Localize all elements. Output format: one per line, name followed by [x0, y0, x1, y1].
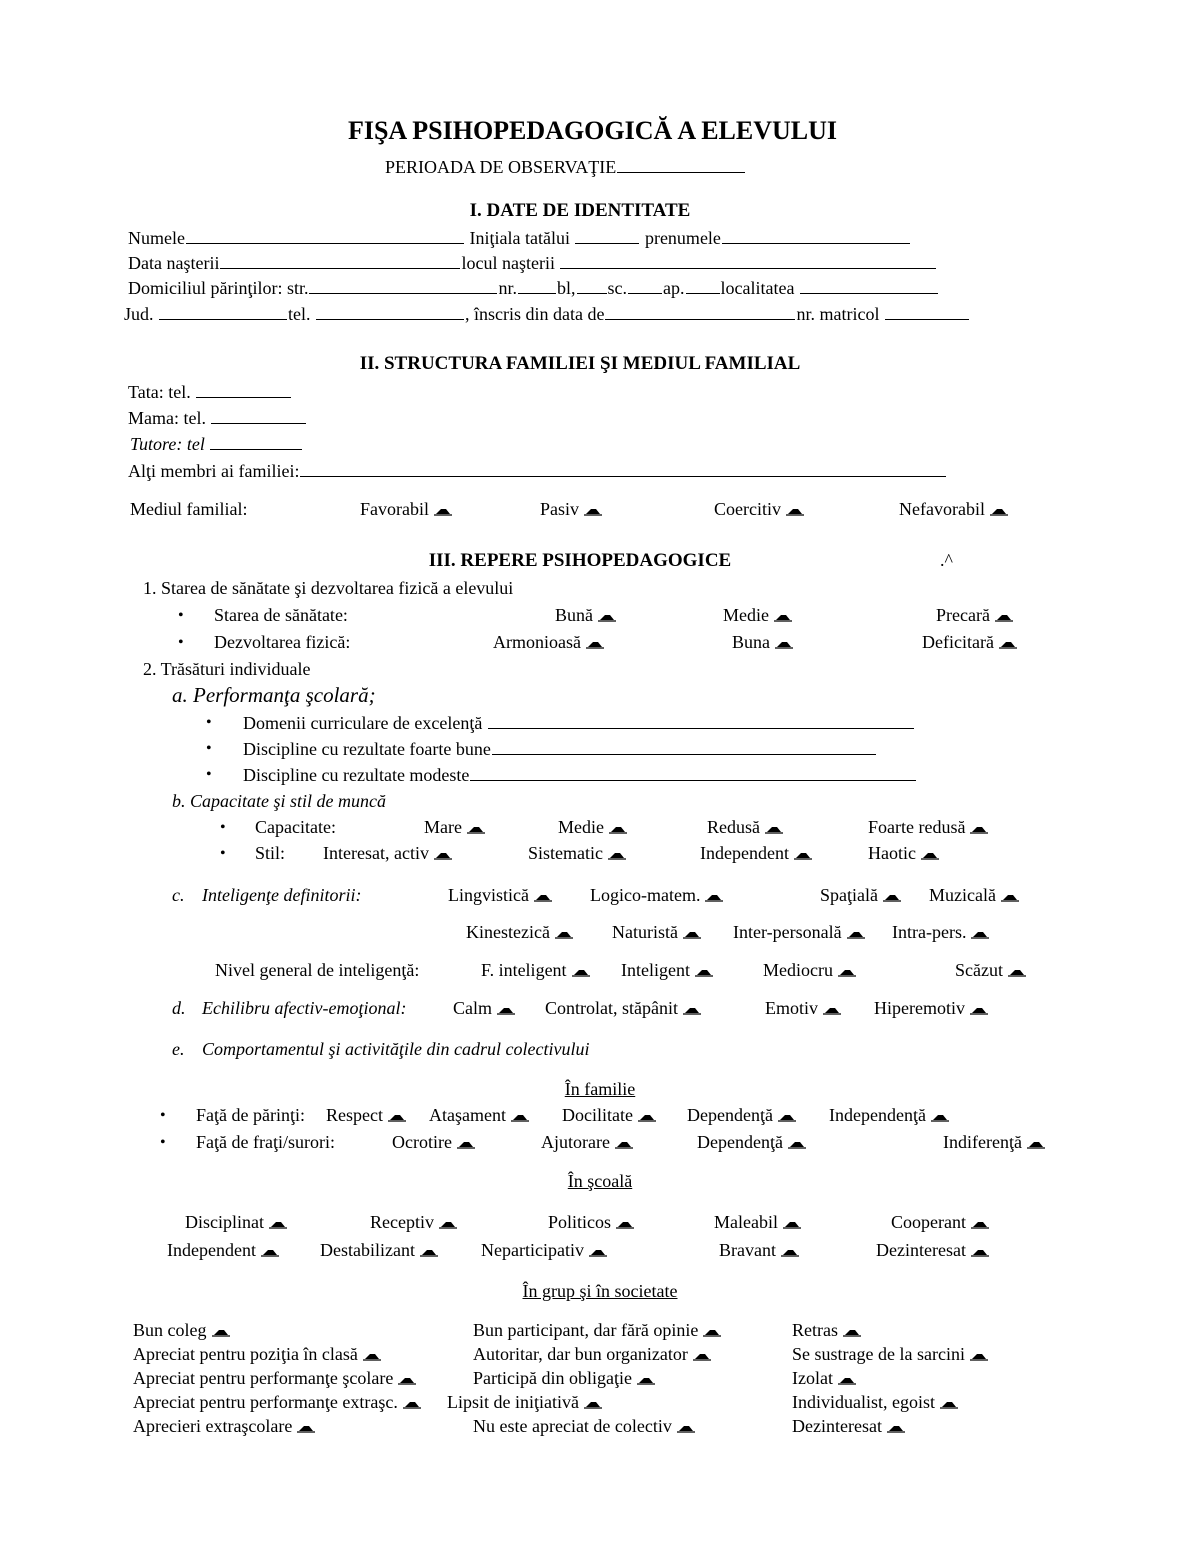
checkbox-icon[interactable]	[597, 612, 617, 622]
parents-respect-option[interactable]: Respect	[326, 1106, 407, 1124]
style-sistematic-option[interactable]: Sistematic	[528, 844, 627, 862]
section-repere-heading: III. REPERE PSIHOPEDAGOGICE	[428, 550, 732, 571]
school-dezinteresat-option[interactable]: Dezinteresat	[876, 1241, 990, 1259]
checkbox-icon[interactable]	[583, 506, 603, 516]
siblings-dependenta-option[interactable]: Dependenţă	[697, 1133, 807, 1151]
parents-label: Faţă de părinţi:	[196, 1105, 305, 1125]
capacity-label: Capacitate:	[255, 817, 336, 837]
checkbox-icon[interactable]	[607, 850, 627, 860]
observation-period-row	[385, 157, 746, 176]
bl-field[interactable]	[577, 278, 607, 294]
group-neapreciat-option[interactable]: Nu este apreciat de colectiv	[473, 1417, 696, 1435]
bullet: •	[220, 845, 226, 862]
checkbox-icon[interactable]	[970, 1247, 990, 1257]
behavior-letter: e.	[172, 1039, 185, 1059]
checkbox-icon[interactable]	[692, 1351, 712, 1361]
checkbox-icon[interactable]	[533, 892, 553, 902]
checkbox-icon[interactable]	[793, 850, 813, 860]
physical-armonioasa-option[interactable]: Armonioasă	[493, 633, 605, 651]
mother-tel-field[interactable]	[211, 408, 306, 424]
emo-emotiv-option[interactable]: Emotiv	[765, 999, 842, 1017]
general-scazut-option[interactable]: Scăzut	[955, 961, 1027, 979]
capacity-mare-option[interactable]: Mare	[424, 818, 486, 836]
checkbox-icon[interactable]	[637, 1112, 657, 1122]
checkbox-icon[interactable]	[994, 612, 1014, 622]
very-good-row	[243, 739, 877, 758]
name-label: Numele	[128, 228, 185, 248]
traits-section-title: 2. Trăsături individuale	[143, 659, 311, 679]
behavior-heading: Comportamentul şi activităţile din cadrul colectivului	[202, 1039, 590, 1059]
guardian-row	[130, 434, 303, 453]
stray-mark: .^	[940, 550, 953, 570]
checkbox-icon[interactable]	[702, 1327, 722, 1337]
checkbox-icon[interactable]	[764, 824, 784, 834]
checkbox-icon[interactable]	[939, 1399, 959, 1409]
bullet: •	[206, 740, 212, 757]
env-nefavorabil-option[interactable]: Nefavorabil	[899, 500, 1009, 518]
physical-label: Dezvoltarea fizică:	[214, 632, 351, 652]
section-family-heading: II. STRUCTURA FAMILIEI ŞI MEDIUL FAMILIAL	[359, 353, 801, 374]
performance-heading: a. Performanţa şcolară;	[172, 683, 376, 707]
checkbox-icon[interactable]	[969, 1351, 989, 1361]
sc-field[interactable]	[628, 278, 662, 294]
general-intelligence-label: Nivel general de inteligenţă:	[215, 960, 420, 980]
school-maleabil-option[interactable]: Maleabil	[714, 1213, 802, 1231]
very-good-label: Discipline cu rezultate foarte bune	[243, 739, 491, 759]
intelligence-letter: c.	[172, 885, 185, 905]
checkbox-icon[interactable]	[585, 639, 605, 649]
school-politicos-option[interactable]: Politicos	[548, 1213, 635, 1231]
checkbox-icon[interactable]	[682, 929, 702, 939]
bullet: •	[160, 1134, 166, 1151]
father-label: Tata: tel.	[128, 382, 191, 402]
checkbox-icon[interactable]	[438, 1219, 458, 1229]
checkbox-icon[interactable]	[989, 506, 1009, 516]
checkbox-icon[interactable]	[615, 1219, 635, 1229]
emotional-heading: Echilibru afectiv-emoţional:	[202, 998, 407, 1018]
emo-calm-option[interactable]: Calm	[453, 999, 516, 1017]
style-haotic-option[interactable]: Haotic	[868, 844, 940, 862]
group-dezinteresat-option[interactable]: Dezinteresat	[792, 1417, 906, 1435]
bullet: •	[206, 766, 212, 783]
checkbox-icon[interactable]	[433, 506, 453, 516]
checkbox-icon[interactable]	[510, 1112, 530, 1122]
parents-independenta-option[interactable]: Independenţă	[829, 1106, 950, 1124]
checkbox-icon[interactable]	[1000, 892, 1020, 902]
health-medie-option[interactable]: Medie	[723, 606, 793, 624]
bullet: •	[220, 819, 226, 836]
checkbox-icon[interactable]	[1026, 1139, 1046, 1149]
section-identity-heading: I. DATE DE IDENTITATE	[469, 200, 691, 221]
intel-spatiala-option[interactable]: Spaţială	[820, 886, 902, 904]
checkbox-icon[interactable]	[466, 824, 486, 834]
school-independent-option[interactable]: Independent	[167, 1241, 280, 1259]
intelligence-heading: Inteligenţe definitorii:	[202, 885, 362, 905]
excellence-field[interactable]	[488, 713, 914, 729]
identity-row-1	[128, 228, 911, 247]
identity-row-2	[128, 253, 937, 272]
health-buna-option[interactable]: Bună	[555, 606, 617, 624]
checkbox-icon[interactable]	[608, 824, 628, 834]
checkbox-icon[interactable]	[780, 1247, 800, 1257]
style-independent-option[interactable]: Independent	[700, 844, 813, 862]
checkbox-icon[interactable]	[846, 929, 866, 939]
locality-field[interactable]	[800, 278, 938, 294]
page-title: FIŞA PSIHOPEDAGOGICĂ A ELEVULUI	[347, 116, 838, 145]
checkbox-icon[interactable]	[822, 1005, 842, 1015]
checkbox-icon[interactable]	[614, 1139, 634, 1149]
checkbox-icon[interactable]	[397, 1375, 417, 1385]
street-label: Domiciliul părinţilor: str.	[128, 278, 309, 298]
other-members-field[interactable]	[300, 461, 946, 477]
checkbox-icon[interactable]	[930, 1112, 950, 1122]
health-precara-option[interactable]: Precară	[936, 606, 1014, 624]
intel-kinestezica-option[interactable]: Kinestezică	[466, 923, 574, 941]
checkbox-icon[interactable]	[774, 639, 794, 649]
tel-label: tel.	[288, 304, 311, 324]
other-members-row	[128, 461, 947, 480]
locality-label: localitatea	[720, 278, 795, 298]
checkbox-icon[interactable]	[842, 1327, 862, 1337]
checkbox-icon[interactable]	[496, 1005, 516, 1015]
birth-date-field[interactable]	[220, 253, 460, 269]
checkbox-icon[interactable]	[694, 967, 714, 977]
env-favorabil-option[interactable]: Favorabil	[360, 500, 453, 518]
group-aprecieri-extrascolare-option[interactable]: Aprecieri extraşcolare	[133, 1417, 316, 1435]
school-cooperant-option[interactable]: Cooperant	[891, 1213, 990, 1231]
group-apreciat-extrasc-option[interactable]: Apreciat pentru performanţe extraşc.	[133, 1393, 422, 1411]
capacity-foarte-redusa-option[interactable]: Foarte redusă	[868, 818, 989, 836]
environment-label: Mediul familial:	[130, 499, 248, 519]
street-field[interactable]	[309, 278, 497, 294]
group-lipsit-initiativa-option[interactable]: Lipsit de iniţiativă	[447, 1393, 603, 1411]
group-bun-participant-option[interactable]: Bun participant, dar fără opinie	[473, 1321, 722, 1339]
checkbox-icon[interactable]	[837, 1375, 857, 1385]
checkbox-icon[interactable]	[886, 1423, 906, 1433]
parents-docilitate-option[interactable]: Docilitate	[562, 1106, 657, 1124]
checkbox-icon[interactable]	[969, 824, 989, 834]
siblings-label: Faţă de fraţi/surori:	[196, 1132, 335, 1152]
matricol-field[interactable]	[885, 304, 969, 320]
county-field[interactable]	[159, 304, 287, 320]
general-mediocru-option[interactable]: Mediocru	[763, 961, 857, 979]
checkbox-icon[interactable]	[682, 1005, 702, 1015]
in-group-heading: În grup şi în societate	[522, 1281, 678, 1301]
checkbox-icon[interactable]	[777, 1112, 797, 1122]
father-initial-field[interactable]	[575, 228, 639, 244]
group-apreciat-scolar-option[interactable]: Apreciat pentru performanţe şcolare	[133, 1369, 417, 1387]
checkbox-icon[interactable]	[211, 1327, 231, 1337]
first-names-label: prenumele	[644, 228, 721, 248]
checkbox-icon[interactable]	[882, 892, 902, 902]
checkbox-icon[interactable]	[969, 1005, 989, 1015]
enrolled-date-field[interactable]	[605, 304, 795, 320]
checkbox-icon[interactable]	[583, 1399, 603, 1409]
group-apreciat-pozitie-option[interactable]: Apreciat pentru poziţia în clasă	[133, 1345, 382, 1363]
very-good-field[interactable]	[492, 739, 876, 755]
parents-dependenta-option[interactable]: Dependenţă	[687, 1106, 797, 1124]
group-retras-option[interactable]: Retras	[792, 1321, 862, 1339]
guardian-tel-field[interactable]	[210, 434, 302, 450]
bl-label: bl,	[557, 278, 576, 298]
bullet: •	[160, 1107, 166, 1124]
physical-deficitara-option[interactable]: Deficitară	[922, 633, 1018, 651]
checkbox-icon[interactable]	[1007, 967, 1027, 977]
school-bravant-option[interactable]: Bravant	[719, 1241, 800, 1259]
intel-muzicala-option[interactable]: Muzicală	[929, 886, 1020, 904]
modest-field[interactable]	[470, 765, 916, 781]
checkbox-icon[interactable]	[402, 1399, 422, 1409]
identity-row-4	[124, 304, 970, 323]
mother-row	[128, 408, 307, 427]
emo-controlat-option[interactable]: Controlat, stăpânit	[545, 999, 702, 1017]
checkbox-icon[interactable]	[785, 506, 805, 516]
checkbox-icon[interactable]	[970, 929, 990, 939]
group-izolat-option[interactable]: Izolat	[792, 1369, 857, 1387]
sc-label: sc.	[607, 278, 628, 298]
siblings-ocrotire-option[interactable]: Ocrotire	[392, 1133, 476, 1151]
excellence-row	[243, 713, 915, 732]
group-autoritar-option[interactable]: Autoritar, dar bun organizator	[473, 1345, 712, 1363]
checkbox-icon[interactable]	[704, 892, 724, 902]
father-initial-label: Iniţiala tatălui	[469, 228, 570, 248]
checkbox-icon[interactable]	[456, 1139, 476, 1149]
env-pasiv-option[interactable]: Pasiv	[540, 500, 603, 518]
parents-atasament-option[interactable]: Ataşament	[429, 1106, 530, 1124]
group-participa-obligatie-option[interactable]: Participă din obligaţie	[473, 1369, 656, 1387]
siblings-ajutorare-option[interactable]: Ajutorare	[541, 1133, 634, 1151]
father-row	[128, 382, 292, 401]
intel-interpersonala-option[interactable]: Inter-personală	[733, 923, 866, 941]
checkbox-icon[interactable]	[970, 1219, 990, 1229]
ap-label: ap.	[663, 278, 685, 298]
intel-logico-option[interactable]: Logico-matem.	[590, 886, 724, 904]
checkbox-icon[interactable]	[676, 1423, 696, 1433]
checkbox-icon[interactable]	[588, 1247, 608, 1257]
ap-field[interactable]	[686, 278, 720, 294]
checkbox-icon[interactable]	[260, 1247, 280, 1257]
env-coercitiv-option[interactable]: Coercitiv	[714, 500, 805, 518]
excellence-label: Domenii curriculare de excelenţă	[243, 713, 483, 733]
checkbox-icon[interactable]	[296, 1423, 316, 1433]
general-f-inteligent-option[interactable]: F. inteligent	[481, 961, 591, 979]
checkbox-icon[interactable]	[419, 1247, 439, 1257]
nr-field[interactable]	[518, 278, 556, 294]
intel-intrapers-option[interactable]: Intra-pers.	[892, 923, 990, 941]
capacity-medie-option[interactable]: Medie	[558, 818, 628, 836]
health-section-title: 1. Starea de sănătate şi dezvoltarea fizică a elevului	[143, 578, 514, 598]
checkbox-icon[interactable]	[433, 850, 453, 860]
emotional-letter: d.	[172, 998, 186, 1018]
nr-label: nr.	[498, 278, 517, 298]
physical-buna-option[interactable]: Buna	[732, 633, 794, 651]
in-family-heading: În familie	[564, 1079, 636, 1099]
general-inteligent-option[interactable]: Inteligent	[621, 961, 714, 979]
checkbox-icon[interactable]	[362, 1351, 382, 1361]
siblings-indiferenta-option[interactable]: Indiferenţă	[943, 1133, 1046, 1151]
group-bun-coleg-option[interactable]: Bun coleg	[133, 1321, 231, 1339]
school-receptiv-option[interactable]: Receptiv	[370, 1213, 458, 1231]
observation-period-label: PERIOADA DE OBSERVAŢIE	[385, 157, 617, 177]
style-interesat-option[interactable]: Interesat, activ	[323, 844, 453, 862]
school-destabilizant-option[interactable]: Destabilizant	[320, 1241, 439, 1259]
name-field[interactable]	[186, 228, 464, 244]
checkbox-icon[interactable]	[571, 967, 591, 977]
observation-period-field[interactable]	[617, 157, 745, 173]
checkbox-icon[interactable]	[998, 639, 1018, 649]
checkbox-icon[interactable]	[787, 1139, 807, 1149]
capacity-redusa-option[interactable]: Redusă	[707, 818, 784, 836]
bullet: •	[178, 634, 184, 651]
group-se-sustrage-option[interactable]: Se sustrage de la sarcini	[792, 1345, 989, 1363]
tel-field[interactable]	[316, 304, 464, 320]
style-label: Stil:	[255, 843, 286, 863]
checkbox-icon[interactable]	[268, 1219, 288, 1229]
group-individualist-option[interactable]: Individualist, egoist	[792, 1393, 959, 1411]
enrolled-label: , înscris din data de	[465, 304, 605, 324]
father-tel-field[interactable]	[196, 382, 291, 398]
school-disciplinat-option[interactable]: Disciplinat	[185, 1213, 288, 1231]
guardian-label: Tutore: tel	[130, 434, 205, 454]
emo-hiperemotiv-option[interactable]: Hiperemotiv	[874, 999, 989, 1017]
modest-row	[243, 765, 917, 784]
checkbox-icon[interactable]	[782, 1219, 802, 1229]
intel-lingvistica-option[interactable]: Lingvistică	[448, 886, 553, 904]
checkbox-icon[interactable]	[773, 612, 793, 622]
checkbox-icon[interactable]	[554, 929, 574, 939]
bullet: •	[206, 714, 212, 731]
modest-label: Discipline cu rezultate modeste	[243, 765, 470, 785]
other-members-label: Alţi membri ai familiei:	[128, 461, 300, 481]
birth-place-label: locul naşterii	[461, 253, 555, 273]
identity-row-3	[128, 278, 939, 297]
birth-date-label: Data naşterii	[128, 253, 220, 273]
checkbox-icon[interactable]	[837, 967, 857, 977]
matricol-label: nr. matricol	[796, 304, 880, 324]
intel-naturista-option[interactable]: Naturistă	[612, 923, 702, 941]
health-label: Starea de sănătate:	[214, 605, 348, 625]
birth-place-field[interactable]	[560, 253, 936, 269]
in-school-heading: În şcoală	[567, 1171, 633, 1191]
mother-label: Mama: tel.	[128, 408, 206, 428]
first-names-field[interactable]	[722, 228, 910, 244]
bullet: •	[178, 607, 184, 624]
checkbox-icon[interactable]	[920, 850, 940, 860]
school-neparticipativ-option[interactable]: Neparticipativ	[481, 1241, 608, 1259]
work-capacity-heading: b. Capacitate şi stil de muncă	[172, 791, 386, 811]
county-label: Jud.	[124, 304, 154, 324]
checkbox-icon[interactable]	[636, 1375, 656, 1385]
checkbox-icon[interactable]	[387, 1112, 407, 1122]
